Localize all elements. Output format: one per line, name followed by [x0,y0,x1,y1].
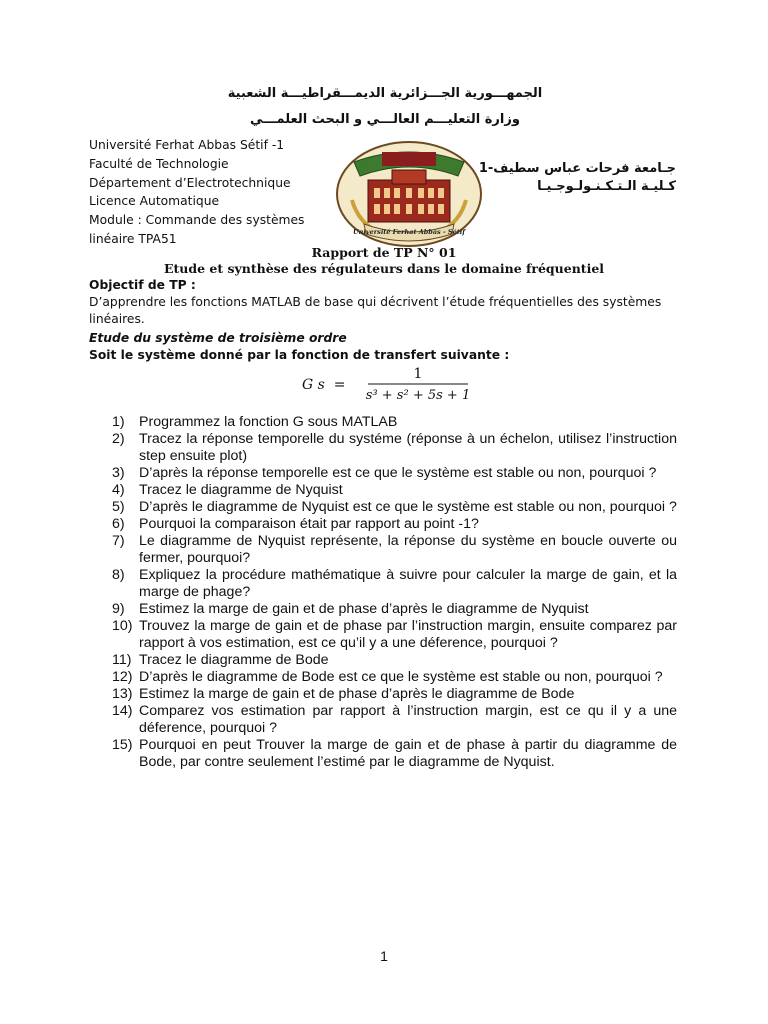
question-number: 12) [112,669,133,685]
university-line: Licence Automatique [89,194,220,209]
question-number: 4) [112,482,125,498]
question-number: 7) [112,533,125,549]
question-list [112,414,677,771]
question-item [112,669,677,686]
arabic-republic-title: الجمهـــورية الجـــزائرية الديمـــقراطيـــة الشعبية [227,86,543,101]
question-number: 5) [112,499,125,515]
question-text: Estimez la marge de gain et de phase d’après le diagramme de Nyquist [139,601,589,617]
university-line: linéaire TPA51 [89,231,177,246]
arabic-university-line: جـامعة فرحات عباس سطيف-1 [478,161,676,176]
question-text: Estimez la marge de gain et de phase d’après le diagramme de Bode [139,686,575,702]
university-line: Faculté de Technologie [89,156,229,171]
university-line: Module : Commande des systèmes [89,213,305,228]
question-text: Tracez la réponse temporelle du systéme (réponse à un échelon, utilisez l’instruction step ensuite plot) [139,431,677,464]
university-line: Université Ferhat Abbas Sétif -1 [89,138,285,152]
question-text: Tracez le diagramme de Nyquist [139,482,343,498]
question-item [112,703,677,737]
report-subtitle: Etude et synthèse des régulateurs dans le domaine fréquentiel [163,261,605,276]
university-line: Département d’Electrotechnique [89,175,291,190]
objective-heading: Objectif de TP : [89,278,196,292]
question-text: D’après le diagramme de Nyquist est ce que le système est stable ou non, pourquoi ? [139,499,677,515]
question-item [112,465,677,482]
question-item [112,431,677,465]
formula-numerator: 1 [413,366,423,382]
question-item [112,618,677,652]
question-number: 1) [112,414,125,430]
question-number: 8) [112,567,125,583]
question-item [112,533,677,567]
question-number: 13) [112,686,133,702]
question-item [112,516,677,533]
objective-text: D’apprendre les fonctions MATLAB de base qui décrivent l’étude fréquentielles des systèmes linéaires. [89,295,662,326]
question-text: Programmez la fonction G sous MATLAB [139,414,398,430]
question-text: Expliquez la procédure mathématique à suivre pour calculer la marge de gain, et la marge de phage? [139,567,677,600]
question-item [112,601,677,618]
question-item [112,737,677,771]
question-text: Pourquoi en peut Trouver la marge de gain et de phase à partir du diagramme de Bode, par contre seulement l’estimé par le diagramme de Nyquist. [139,737,677,770]
page-number: 1 [380,948,388,964]
transfer-function-intro: Soit le système donné par la fonction de transfert suivante : [89,348,510,362]
formula-denominator: s³ + s² + 5s + 1 [365,388,471,403]
question-item [112,482,677,499]
question-text: Pourquoi la comparaison était par rapport au point -1? [139,516,479,532]
question-item [112,652,677,669]
question-text: Tracez le diagramme de Bode [139,652,329,668]
question-number: 14) [112,703,133,719]
question-number: 6) [112,516,125,532]
question-number: 3) [112,465,125,481]
transfer-function-formula [300,364,480,404]
question-number: 2) [112,431,125,447]
question-text: D’après le diagramme de Bode est ce que le système est stable ou non, pourquoi ? [139,669,663,685]
question-text: Trouvez la marge de gain et de phase par l’instruction margin, ensuite comparez par rapport à vos estimation, est ce qu’il y a une déference, pourquoi ? [139,618,677,651]
arabic-faculty-line: كـليـة الـتـكـنـولـوجـيـا [537,179,676,194]
arabic-ministry-title: وزارة التعليـــم العالـــي و البحث العلمـــي [250,112,520,127]
question-number: 10) [112,618,133,634]
question-text: Comparez vos estimation par rapport à l’instruction margin, est ce qu il y a une déference, pourquoi ? [139,703,677,736]
question-text: Le diagramme de Nyquist représente, la réponse du système en boucle ouverte ou fermer, pourquoi? [139,533,677,566]
question-item [112,686,677,703]
arabic-university-name [479,160,676,196]
question-text: D’après la réponse temporelle est ce que le système est stable ou non, pourquoi ? [139,465,657,481]
study-heading: Etude du système de troisième ordre [89,331,347,345]
question-number: 9) [112,601,125,617]
report-title: Rapport de TP N° 01 [311,245,457,260]
formula-lhs: G s = [302,377,346,393]
question-number: 15) [112,737,133,753]
question-item [112,567,677,601]
question-item [112,414,677,431]
logo-caption: Université Ferhat Abbas - Sétif [352,228,466,236]
question-item [112,499,677,516]
question-number: 11) [112,652,132,668]
university-info [89,136,329,249]
